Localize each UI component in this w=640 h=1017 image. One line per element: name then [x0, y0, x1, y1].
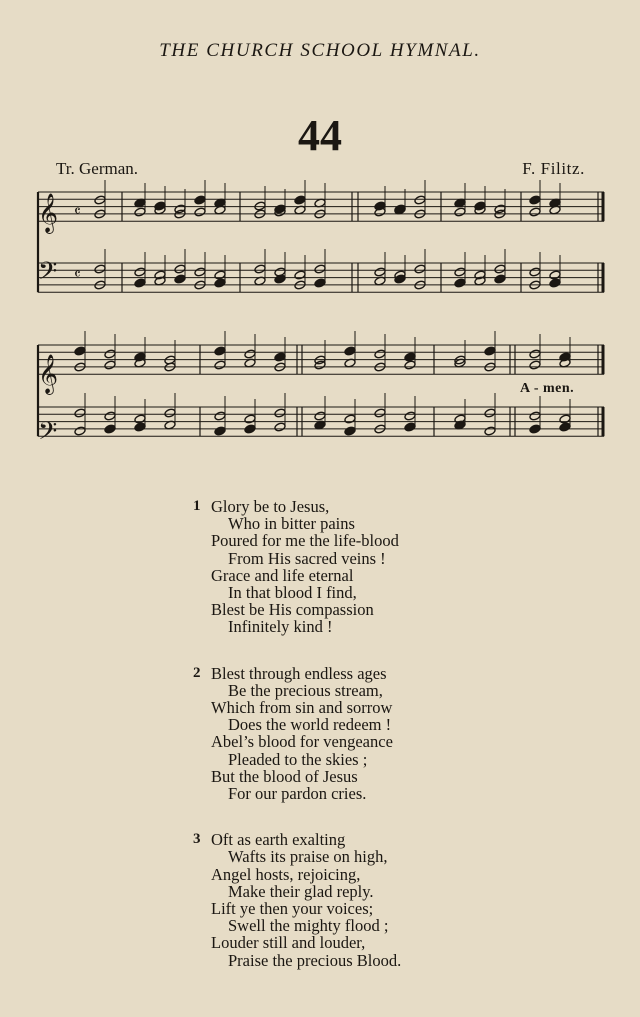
verse-line: Lift ye then your voices;	[211, 899, 374, 919]
note-head	[254, 201, 266, 211]
note-head	[294, 195, 306, 205]
verse-line: Poured for me the life-blood	[211, 531, 399, 551]
note-head	[404, 352, 416, 362]
note-head	[454, 267, 466, 277]
verse-line: Infinitely kind !	[228, 617, 333, 637]
note-head	[74, 426, 86, 436]
note-head	[214, 360, 226, 370]
note-head	[549, 270, 561, 280]
note-head	[134, 422, 146, 432]
note-head	[214, 270, 226, 280]
note-head	[164, 408, 176, 418]
verse-line: Pleaded to the skies ;	[228, 749, 368, 769]
note-head	[559, 414, 571, 424]
note-head	[194, 195, 206, 205]
note-head	[314, 278, 326, 288]
verse-line: For our pardon cries.	[228, 784, 367, 804]
running-head: THE CHURCH SCHOOL HYMNAL.	[159, 40, 481, 61]
treble-clef-icon: 𝄞	[38, 354, 59, 394]
note-head	[529, 411, 541, 421]
note-head	[104, 411, 116, 421]
note-head	[414, 264, 426, 274]
note-head	[529, 195, 541, 205]
verse	[193, 831, 401, 969]
note-head	[194, 207, 206, 217]
note-head	[94, 195, 106, 205]
note-head	[214, 346, 226, 356]
note-head	[274, 352, 286, 362]
note-head	[244, 349, 256, 359]
note-head	[344, 426, 356, 436]
note-head	[374, 408, 386, 418]
note-head	[244, 414, 256, 424]
note-head	[74, 346, 86, 356]
note-head	[494, 264, 506, 274]
hymn-number: 44	[298, 111, 342, 160]
note-head	[344, 414, 356, 424]
note-head	[274, 408, 286, 418]
note-head	[254, 264, 266, 274]
note-head	[214, 426, 226, 436]
note-head	[494, 274, 506, 284]
note-head	[314, 264, 326, 274]
music-score	[0, 0, 640, 480]
note-head	[194, 267, 206, 277]
verse-line: Which from sin and sorrow	[211, 698, 393, 718]
verse-line: Praise the precious Blood.	[228, 950, 402, 970]
note-head	[314, 360, 326, 370]
note-head	[174, 274, 186, 284]
verse-line: 3 Oft as earth exalting	[193, 830, 346, 850]
note-head	[484, 408, 496, 418]
verse-line: Swell the mighty flood ;	[228, 916, 389, 936]
bar-lines	[38, 192, 603, 436]
note-head	[374, 267, 386, 277]
verse-line: Grace and life eternal	[211, 565, 354, 585]
note-head	[214, 278, 226, 288]
note-head	[559, 422, 571, 432]
verse-line: Does the world redeem !	[228, 715, 392, 735]
verse-line: Blest be His compassion	[211, 600, 374, 620]
notes	[74, 180, 571, 436]
verse	[193, 498, 401, 636]
note-head	[74, 408, 86, 418]
composer-name: F. Filitz.	[522, 159, 585, 178]
verse-line: Louder still and louder,	[211, 933, 366, 953]
verses	[193, 498, 401, 998]
verse-line: In that blood I find,	[228, 583, 357, 603]
note-head	[404, 360, 416, 370]
note-head	[134, 278, 146, 288]
note-head	[134, 207, 146, 217]
treble-clef-icon: 𝄞	[38, 193, 59, 233]
verse	[193, 665, 401, 803]
time-signature: 𝄴	[74, 202, 81, 220]
note-head	[374, 349, 386, 359]
note-head	[484, 346, 496, 356]
note-head	[134, 414, 146, 424]
tune-name: Tr. German.	[56, 159, 139, 178]
note-head	[94, 264, 106, 274]
note-head	[454, 278, 466, 288]
note-head	[484, 426, 496, 436]
verse-line: Who in bitter pains	[228, 514, 355, 534]
verse-number: 3	[193, 831, 201, 848]
time-signature: 𝄴	[74, 265, 81, 283]
note-head	[294, 270, 306, 280]
note-head	[529, 424, 541, 434]
note-head	[404, 422, 416, 432]
note-head	[104, 349, 116, 359]
verse-line: Wafts its praise on high,	[228, 847, 388, 867]
note-head	[344, 346, 356, 356]
staff-lines	[38, 192, 604, 436]
note-head	[529, 207, 541, 217]
note-head	[394, 274, 406, 284]
bass-clef-icon: 𝄢	[38, 257, 58, 292]
note-head	[404, 411, 416, 421]
note-head	[104, 360, 116, 370]
verse-line: From His sacred veins !	[228, 548, 386, 568]
verse-number: 1	[193, 498, 201, 514]
note-head	[529, 267, 541, 277]
verse-line: 2 Blest through endless ages	[193, 663, 387, 683]
note-head	[274, 422, 286, 432]
note-head	[104, 424, 116, 434]
bass-clef-icon: 𝄢	[38, 417, 58, 452]
note-head	[244, 424, 256, 434]
clefs	[38, 193, 81, 452]
verse-line: Abel’s blood for vengeance	[211, 732, 393, 752]
note-head	[174, 264, 186, 274]
verse-line: Be the precious stream,	[228, 680, 383, 700]
verse-line: 1 Glory be to Jesus,	[193, 497, 330, 516]
note-head	[529, 349, 541, 359]
verse-line: But the blood of Jesus	[211, 766, 358, 786]
note-head	[314, 411, 326, 421]
note-head	[549, 278, 561, 288]
note-head	[214, 411, 226, 421]
note-head	[414, 195, 426, 205]
note-head	[454, 207, 466, 217]
verse-line: Angel hosts, rejoicing,	[211, 864, 361, 884]
verse-line: Make their glad reply.	[228, 881, 374, 901]
amen-label: A - men.	[520, 381, 575, 396]
note-head	[529, 360, 541, 370]
note-head	[134, 267, 146, 277]
verse-number: 2	[193, 664, 201, 681]
